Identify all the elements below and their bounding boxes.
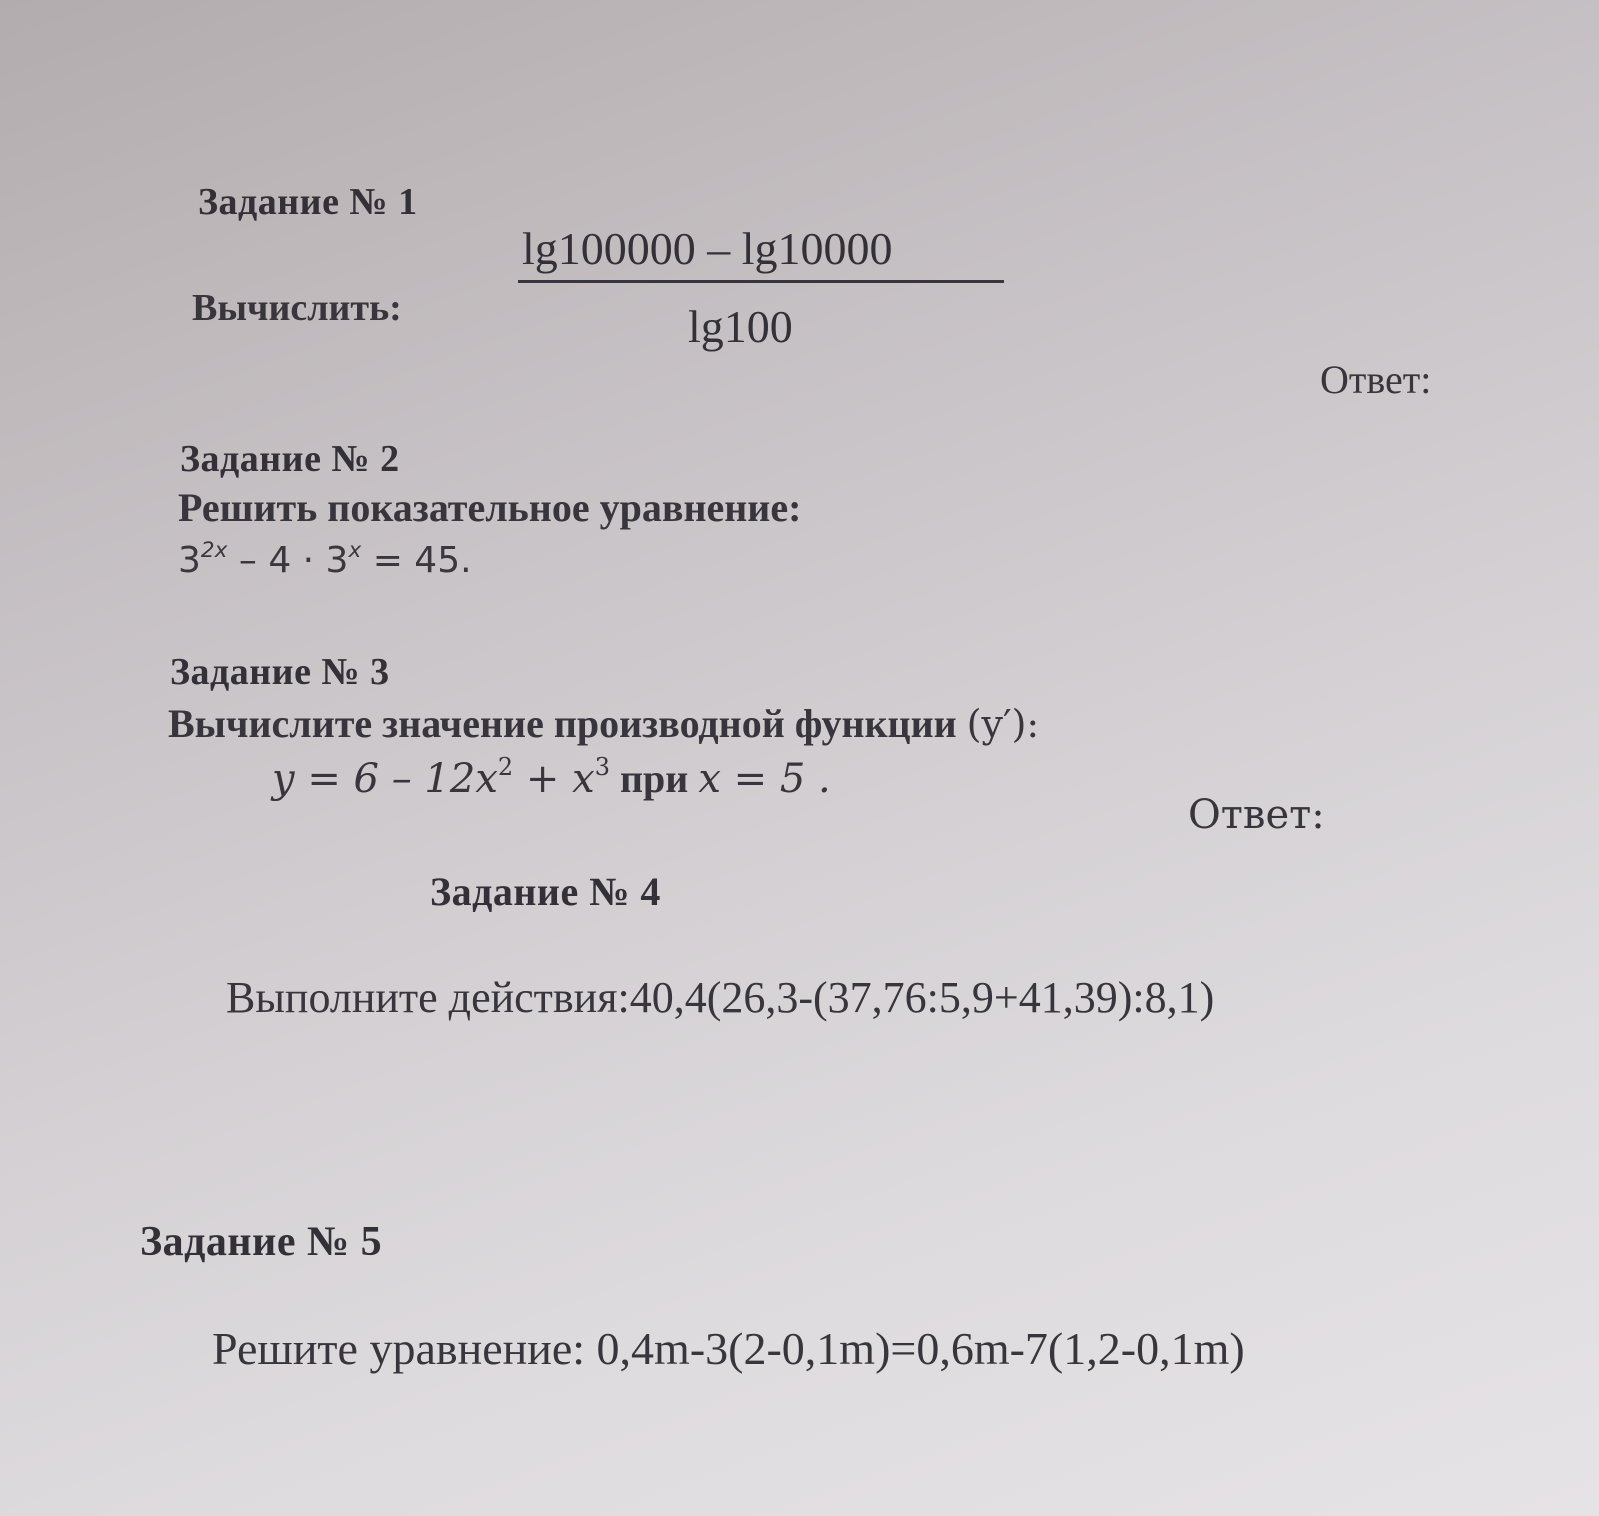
task2-instruction: Решить показательное уравнение: <box>178 485 802 530</box>
task2-base1: 3 <box>178 540 201 581</box>
task1-label: Вычислить: <box>192 287 402 329</box>
task3-exp-a: 2 <box>497 753 514 782</box>
task2-rest: = 45. <box>361 540 472 581</box>
task2-title: Задание № 2 <box>180 438 400 480</box>
task3-exp-b: 3 <box>594 753 610 782</box>
task2-middle: – 4 · 3 <box>227 540 349 581</box>
task3-lhs: y = 6 – 12x <box>272 756 498 802</box>
task4-text: Выполните действия:40,4(26,3-(37,76:5,9+41,39):8,1) <box>226 973 1215 1022</box>
task3-formula <box>272 755 831 802</box>
task1-fraction-bar <box>518 280 1004 283</box>
task3-instruction <box>168 700 1039 747</box>
task3-derivative-notation: (y′): <box>966 702 1040 746</box>
task2-exp2: x <box>348 537 362 563</box>
task1-answer-label: Ответ: <box>1320 357 1432 402</box>
task2-exp1: 2x <box>200 537 228 563</box>
task3-cond: x = 5 . <box>698 756 831 802</box>
task2-equation <box>178 537 472 581</box>
task1-title: Задание № 1 <box>198 181 418 223</box>
task3-answer-label: Ответ: <box>1188 792 1325 838</box>
task1-numerator: lg100000 – lg10000 <box>522 223 893 274</box>
task3-mid: + x <box>513 756 595 802</box>
task3-pri: при <box>609 756 699 801</box>
task1-denominator: lg100 <box>688 301 793 352</box>
task3-instruction-text: Вычислите значение производной функции <box>168 701 967 746</box>
task3-title: Задание № 3 <box>170 651 390 693</box>
task5-text: Решите уравнение: 0,4m-3(2-0,1m)=0,6m-7(1,2-0,1m) <box>212 1323 1245 1374</box>
task4-title: Задание № 4 <box>430 869 661 914</box>
task5-title: Задание № 5 <box>140 1219 383 1265</box>
